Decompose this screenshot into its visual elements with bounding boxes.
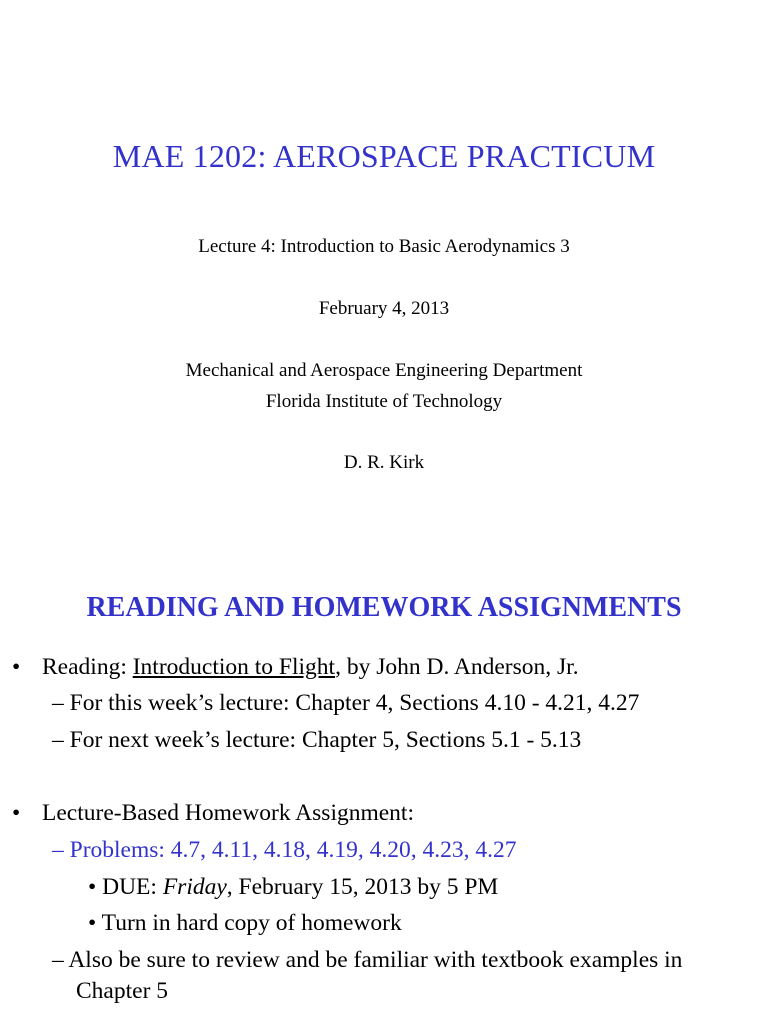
reading-item [42,654,579,681]
homework-label: Lecture-Based Homework Assignment: [42,800,414,826]
institute-name: Florida Institute of Technology [265,391,503,412]
reading-author: , by John D. Anderson, Jr. [335,654,579,680]
lecture-title: Lecture 4: Introduction to Basic Aerodynamics 3 [198,236,570,257]
due-date: , February 15, 2013 by 5 PM [226,874,499,900]
assignments-title: READING AND HOMEWORK ASSIGNMENTS [86,592,682,623]
reading-this-week: – For this week’s lecture: Chapter 4, Sections 4.10 - 4.21, 4.27 [52,690,640,716]
reading-book-title: Introduction to Flight [132,654,336,680]
homework-bullet: • [12,800,21,826]
homework-turn-in: • Turn in hard copy of homework [88,910,402,936]
due-prefix: • DUE: [88,874,163,900]
reading-prefix: Reading: [42,654,133,680]
due-day: Friday [162,874,227,900]
homework-review-line1: – Also be sure to review and be familiar with textbook examples in [52,947,683,973]
homework-due [88,874,498,901]
lecture-date: February 4, 2013 [318,298,450,319]
assignments-slide [0,512,768,1024]
department-name: Mechanical and Aerospace Engineering Department [185,360,583,381]
reading-next-week: – For next week’s lecture: Chapter 5, Sections 5.1 - 5.13 [52,727,582,753]
reading-bullet: • [12,654,21,680]
homework-problems: – Problems: 4.7, 4.11, 4.18, 4.19, 4.20, 4.23, 4.27 [52,837,517,863]
course-title: MAE 1202: AEROSPACE PRACTICUM [112,138,656,174]
author-name: D. R. Kirk [343,452,425,473]
homework-review-line2: Chapter 5 [76,978,169,1004]
